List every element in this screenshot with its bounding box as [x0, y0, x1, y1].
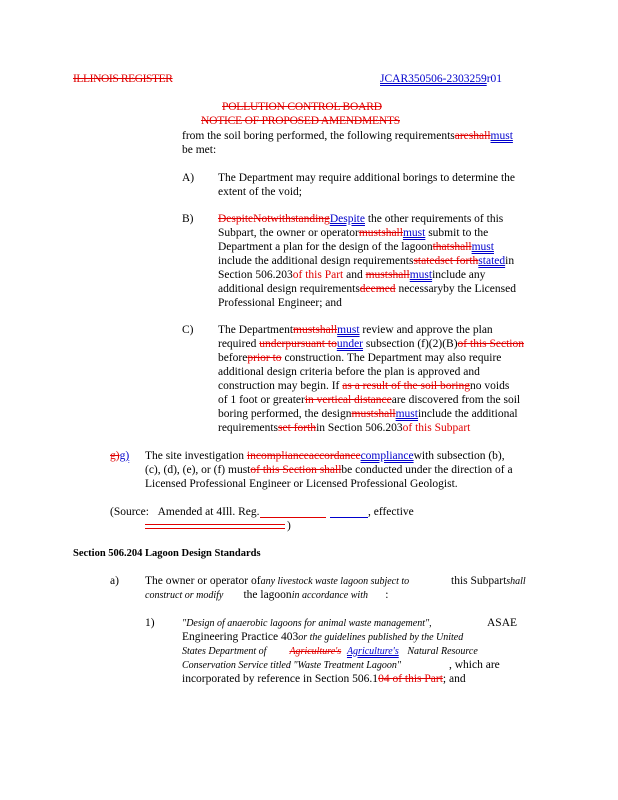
- source-blank-4: [145, 528, 285, 529]
- item-c-line-4: additional design criteria before the plan is approved and: [218, 366, 480, 378]
- inserted-text: must: [409, 269, 433, 281]
- inserted-text: must: [402, 227, 426, 239]
- intro-text: from the soil boring performed, the following requirements: [182, 130, 455, 142]
- item-1-line-2: [182, 630, 463, 645]
- item-b-line-1: [218, 212, 503, 226]
- item-c-line-3: [218, 351, 501, 365]
- text: The site investigation: [145, 450, 245, 462]
- text: by the Licensed: [443, 283, 516, 295]
- text: ; and: [442, 673, 466, 685]
- text: with subsection (b),: [413, 450, 505, 462]
- italic-text: "Design of anaerobic lagoons for animal waste management",: [182, 618, 432, 629]
- para-a-label: a): [110, 575, 119, 587]
- text: are discovered from the soil: [391, 394, 521, 406]
- deleted-text: shall: [449, 241, 472, 253]
- deleted-text: are: [454, 130, 469, 142]
- text: boring performed, the design: [218, 408, 352, 420]
- notice-title: NOTICE OF PROPOSED AMENDMENTS: [201, 115, 400, 127]
- text: begin. If: [300, 380, 340, 392]
- deleted-text: prior to: [247, 352, 282, 364]
- text: submit to the: [428, 227, 489, 239]
- text: subsection (f)(2)(B): [365, 338, 458, 350]
- item-1-line-4: [182, 658, 401, 673]
- item-1-label: 1): [145, 617, 155, 629]
- inserted-text: must: [471, 241, 494, 253]
- jcar-code-main: JCAR350506-2303259: [380, 73, 487, 85]
- intro-line-2: be met:: [182, 144, 217, 156]
- text: (c), (d), (e), or (f) must: [145, 464, 251, 476]
- text: include any: [432, 269, 486, 281]
- text: The Department: [218, 324, 294, 336]
- deleted-text: Notwithstanding: [253, 213, 330, 225]
- text: (Source:: [110, 506, 149, 518]
- text: in Section 506.203: [316, 422, 403, 434]
- item-c-line-8: [218, 421, 470, 435]
- section-title: Section 506.204 Lagoon Design Standards: [73, 548, 261, 559]
- deleted-text: compliance: [255, 450, 309, 462]
- item-1-line-5: [182, 672, 466, 686]
- item-b-line-5: [218, 268, 485, 282]
- text: additional design requirements: [218, 283, 360, 295]
- item-a-line-1: [218, 171, 515, 185]
- deleted-text: shall: [381, 227, 403, 239]
- deleted-text: must: [293, 324, 316, 336]
- text: required: [218, 338, 257, 350]
- text: The Department may: [218, 172, 316, 184]
- deleted-text: shall: [373, 408, 396, 420]
- text: be conducted under the direction of a: [341, 464, 513, 476]
- item-1-line-1: [182, 616, 432, 631]
- text: and: [346, 269, 363, 281]
- agency-title: POLLUTION CONTROL BOARD: [222, 101, 382, 113]
- deleted-text: shall: [468, 130, 491, 142]
- para-a-line-2: [145, 588, 388, 603]
- source-effective: , effective: [368, 506, 414, 518]
- para-a-line-1: [145, 574, 409, 589]
- text: Department a plan for the design of the lagoon: [218, 241, 433, 253]
- inserted-text: must: [337, 324, 360, 336]
- deleted-text: shall: [315, 324, 338, 336]
- item-b-line-2: [218, 226, 488, 240]
- inserted-text: compliance: [360, 450, 414, 462]
- italic-text: Conservation Service titled "Waste Treatment Lagoon": [182, 660, 402, 671]
- item-g-line-3: Licensed Professional Engineer or Licensed Professional Geologist.: [145, 478, 458, 490]
- deleted-text: must: [365, 269, 388, 281]
- item-b-line-3: [218, 240, 494, 254]
- source-line: [110, 505, 259, 519]
- deleted-text: in vertical distance: [304, 394, 392, 406]
- text: before: [218, 352, 248, 364]
- deleted-text: must: [351, 408, 374, 420]
- inserted-text: stated: [478, 255, 506, 267]
- item-1-asae: ASAE: [487, 617, 518, 629]
- deleted-text: that: [432, 241, 450, 253]
- italic-text: or the guidelines published by the United: [298, 632, 464, 643]
- italic-text: States Department of: [182, 646, 267, 657]
- item-c-line-2: [218, 337, 524, 351]
- deleted-text: of this Subpart: [402, 422, 471, 434]
- deleted-text: of this Section shall: [250, 464, 342, 476]
- italic-text: construct or modify: [145, 590, 224, 601]
- item-c-label: C): [182, 324, 194, 336]
- deleted-text: accordance: [308, 450, 361, 462]
- deleted-text: in: [246, 450, 256, 462]
- text: no voids: [470, 380, 510, 392]
- italic-text: Natural Resource: [407, 646, 478, 657]
- deleted-text: deemed: [359, 283, 396, 295]
- item-g-label: [110, 449, 129, 463]
- inserted-text: under: [336, 338, 364, 350]
- deleted-text: g): [110, 450, 120, 462]
- italic-text: any livestock waste lagoon subject to: [260, 576, 410, 587]
- source-blank-2: [330, 517, 368, 518]
- item-1-which: , which are: [449, 659, 500, 671]
- deleted-text: stated: [413, 255, 441, 267]
- text: Section 506.203: [218, 269, 293, 281]
- italic-text: shall: [506, 576, 526, 587]
- text: Engineering Practice 403: [182, 631, 299, 643]
- inserted-text: must: [490, 130, 513, 142]
- inserted-text: g): [119, 450, 130, 462]
- deleted-text: of this Part: [292, 269, 344, 281]
- text: construction may: [218, 380, 298, 392]
- text: in: [505, 255, 515, 267]
- item-g-line-1: [145, 449, 505, 463]
- source-blank-3: [145, 524, 285, 525]
- item-b-label: B): [182, 213, 194, 225]
- inserted-text: must: [395, 408, 418, 420]
- deleted-text: pursuant to: [285, 338, 337, 350]
- text: :: [385, 589, 389, 601]
- text: Amended at 4: [157, 506, 223, 518]
- item-b-line-7: Professional Engineer; and: [218, 297, 342, 309]
- text: Ill. Reg.: [222, 506, 260, 518]
- source-blank-1: [260, 517, 326, 518]
- item-c-line-7: [218, 407, 518, 421]
- deleted-text: under: [259, 338, 286, 350]
- text: necessary: [398, 283, 444, 295]
- deleted-text: 04 of this Part: [378, 673, 443, 685]
- deleted-text: must: [358, 227, 382, 239]
- text: the other requirements of this: [367, 213, 504, 225]
- deleted-text: set forth: [278, 422, 317, 434]
- text: require additional borings to determine the: [318, 172, 515, 184]
- text: The owner or operator of: [145, 575, 261, 587]
- text: the lagoon: [243, 589, 292, 601]
- deleted-text: set forth: [440, 255, 479, 267]
- item-1-line-3: [182, 644, 478, 659]
- text: construction. The Department may: [284, 352, 445, 364]
- item-a-line-2: extent of the void;: [218, 186, 302, 198]
- deleted-text: Agriculture's: [289, 646, 342, 657]
- text: include the additional: [417, 408, 518, 420]
- deleted-text: of this Section: [457, 338, 524, 350]
- text: also require: [447, 352, 502, 364]
- source-close: ): [287, 520, 291, 532]
- item-b-line-6: [218, 282, 516, 296]
- text: Subpart, the owner or operator: [218, 227, 359, 239]
- item-c-line-1: [218, 323, 493, 337]
- item-a-label: A): [182, 172, 195, 184]
- inserted-text: Despite: [329, 213, 365, 225]
- italic-text: in accordance with: [291, 590, 368, 601]
- deleted-text: Despite: [218, 213, 254, 225]
- para-a-subpart: [451, 574, 526, 589]
- register-title: ILLINOIS REGISTER: [73, 73, 173, 85]
- text: review and approve the plan: [362, 324, 493, 336]
- text: requirements: [218, 422, 279, 434]
- jcar-code: [380, 72, 502, 86]
- deleted-text: as a result of the soil boring: [342, 380, 471, 392]
- text: this Subpart: [451, 575, 507, 587]
- inserted-text: Agriculture's: [346, 646, 399, 657]
- text: include the additional design requirements: [218, 255, 414, 267]
- text: incorporated by reference in Section 506.1: [182, 673, 379, 685]
- intro-line-1: [182, 129, 513, 143]
- item-c-line-6: [218, 393, 520, 407]
- jcar-code-suffix: r01: [486, 73, 503, 85]
- item-g-line-2: [145, 463, 513, 477]
- item-b-line-4: [218, 254, 514, 268]
- deleted-text: shall: [387, 269, 410, 281]
- text: of 1 foot or greater: [218, 394, 305, 406]
- item-c-line-5: [218, 379, 509, 393]
